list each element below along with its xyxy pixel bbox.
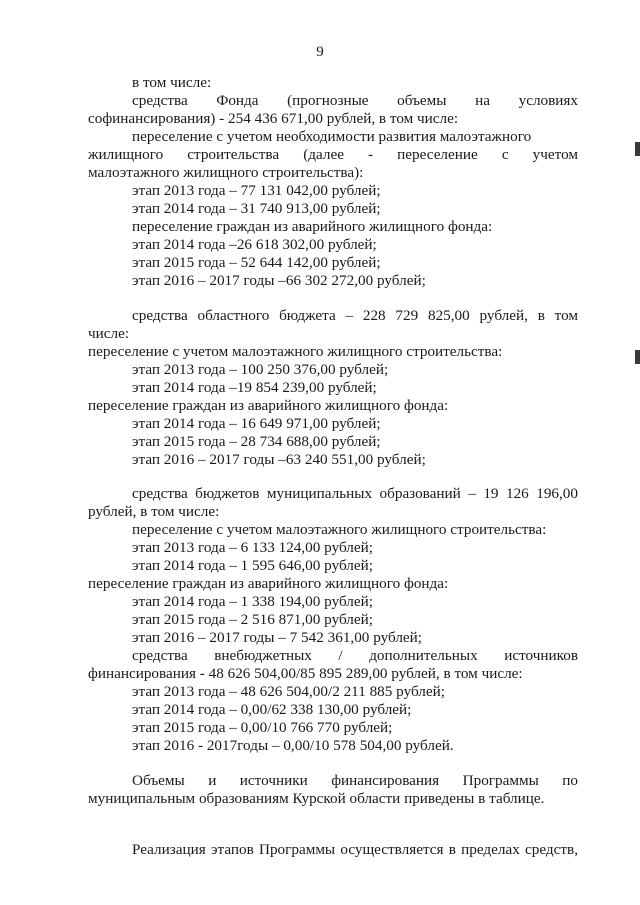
text-line: этап 2013 года – 77 131 042,00 рублей; <box>132 182 381 199</box>
text-line: этап 2014 года – 16 649 971,00 рублей; <box>132 415 381 432</box>
text-line: средства бюджетов муниципальных образований – 19 126 196,00 <box>132 485 578 502</box>
text-line: переселение с учетом малоэтажного жилищного строительства: <box>88 343 503 360</box>
text-line: этап 2016 - 2017годы – 0,00/10 578 504,00 рублей. <box>132 737 454 754</box>
text-line: этап 2014 года –26 618 302,00 рублей; <box>132 236 377 253</box>
text-line: в том числе: <box>132 74 212 91</box>
text-line: жилищного строительства (далее - переселение с учетом <box>88 146 578 163</box>
text-line: средства Фонда (прогнозные объемы на условиях <box>132 92 578 109</box>
text-line: муниципальным образованиям Курской области приведены в таблице. <box>88 790 545 807</box>
text-line: этап 2014 года – 31 740 913,00 рублей; <box>132 200 381 217</box>
text-line: малоэтажного жилищного строительства): <box>88 164 364 181</box>
text-line: этап 2014 года – 1 595 646,00 рублей; <box>132 557 373 574</box>
text-line: этап 2016 – 2017 годы – 7 542 361,00 рублей; <box>132 629 422 646</box>
text-line: этап 2014 года – 1 338 194,00 рублей; <box>132 593 373 610</box>
text-line: этап 2015 года – 0,00/10 766 770 рублей; <box>132 719 393 736</box>
text-line: средства внебюджетных / дополнительных источников <box>132 647 578 664</box>
text-line: числе: <box>88 325 130 342</box>
text-line: средства областного бюджета – 228 729 825,00 рублей, в том <box>132 307 578 324</box>
text-line: Реализация этапов Программы осуществляется в пределах средств, <box>132 841 578 858</box>
text-line: этап 2014 года –19 854 239,00 рублей; <box>132 379 377 396</box>
text-line: переселение граждан из аварийного жилищного фонда: <box>132 218 493 235</box>
text-line: этап 2013 года – 48 626 504,00/2 211 885 рублей; <box>132 683 445 700</box>
text-line: финансирования - 48 626 504,00/85 895 289,00 рублей, в том числе: <box>88 665 523 682</box>
text-line: переселение с учетом малоэтажного жилищного строительства: <box>132 521 547 538</box>
text-line: рублей, в том числе: <box>88 503 220 520</box>
text-line: этап 2013 года – 6 133 124,00 рублей; <box>132 539 373 556</box>
scan-edge-mark <box>635 350 640 364</box>
text-line: софинансирования) - 254 436 671,00 рублей, в том числе: <box>88 110 459 127</box>
text-line: этап 2015 года – 28 734 688,00 рублей; <box>132 433 381 450</box>
text-line: переселение граждан из аварийного жилищного фонда: <box>88 575 449 592</box>
text-line: переселение с учетом необходимости развития малоэтажного <box>132 128 532 145</box>
text-line: этап 2014 года – 0,00/62 338 130,00 рублей; <box>132 701 412 718</box>
text-line: этап 2016 – 2017 годы –63 240 551,00 рублей; <box>132 451 426 468</box>
text-line: Объемы и источники финансирования Программы по <box>132 772 578 789</box>
text-line: переселение граждан из аварийного жилищного фонда: <box>88 397 449 414</box>
page-number: 9 <box>316 44 324 60</box>
scan-edge-mark <box>635 142 640 156</box>
text-line: этап 2015 года – 2 516 871,00 рублей; <box>132 611 373 628</box>
text-line: этап 2015 года – 52 644 142,00 рублей; <box>132 254 381 271</box>
text-line: этап 2013 года – 100 250 376,00 рублей; <box>132 361 389 378</box>
text-line: этап 2016 – 2017 годы –66 302 272,00 рублей; <box>132 272 426 289</box>
